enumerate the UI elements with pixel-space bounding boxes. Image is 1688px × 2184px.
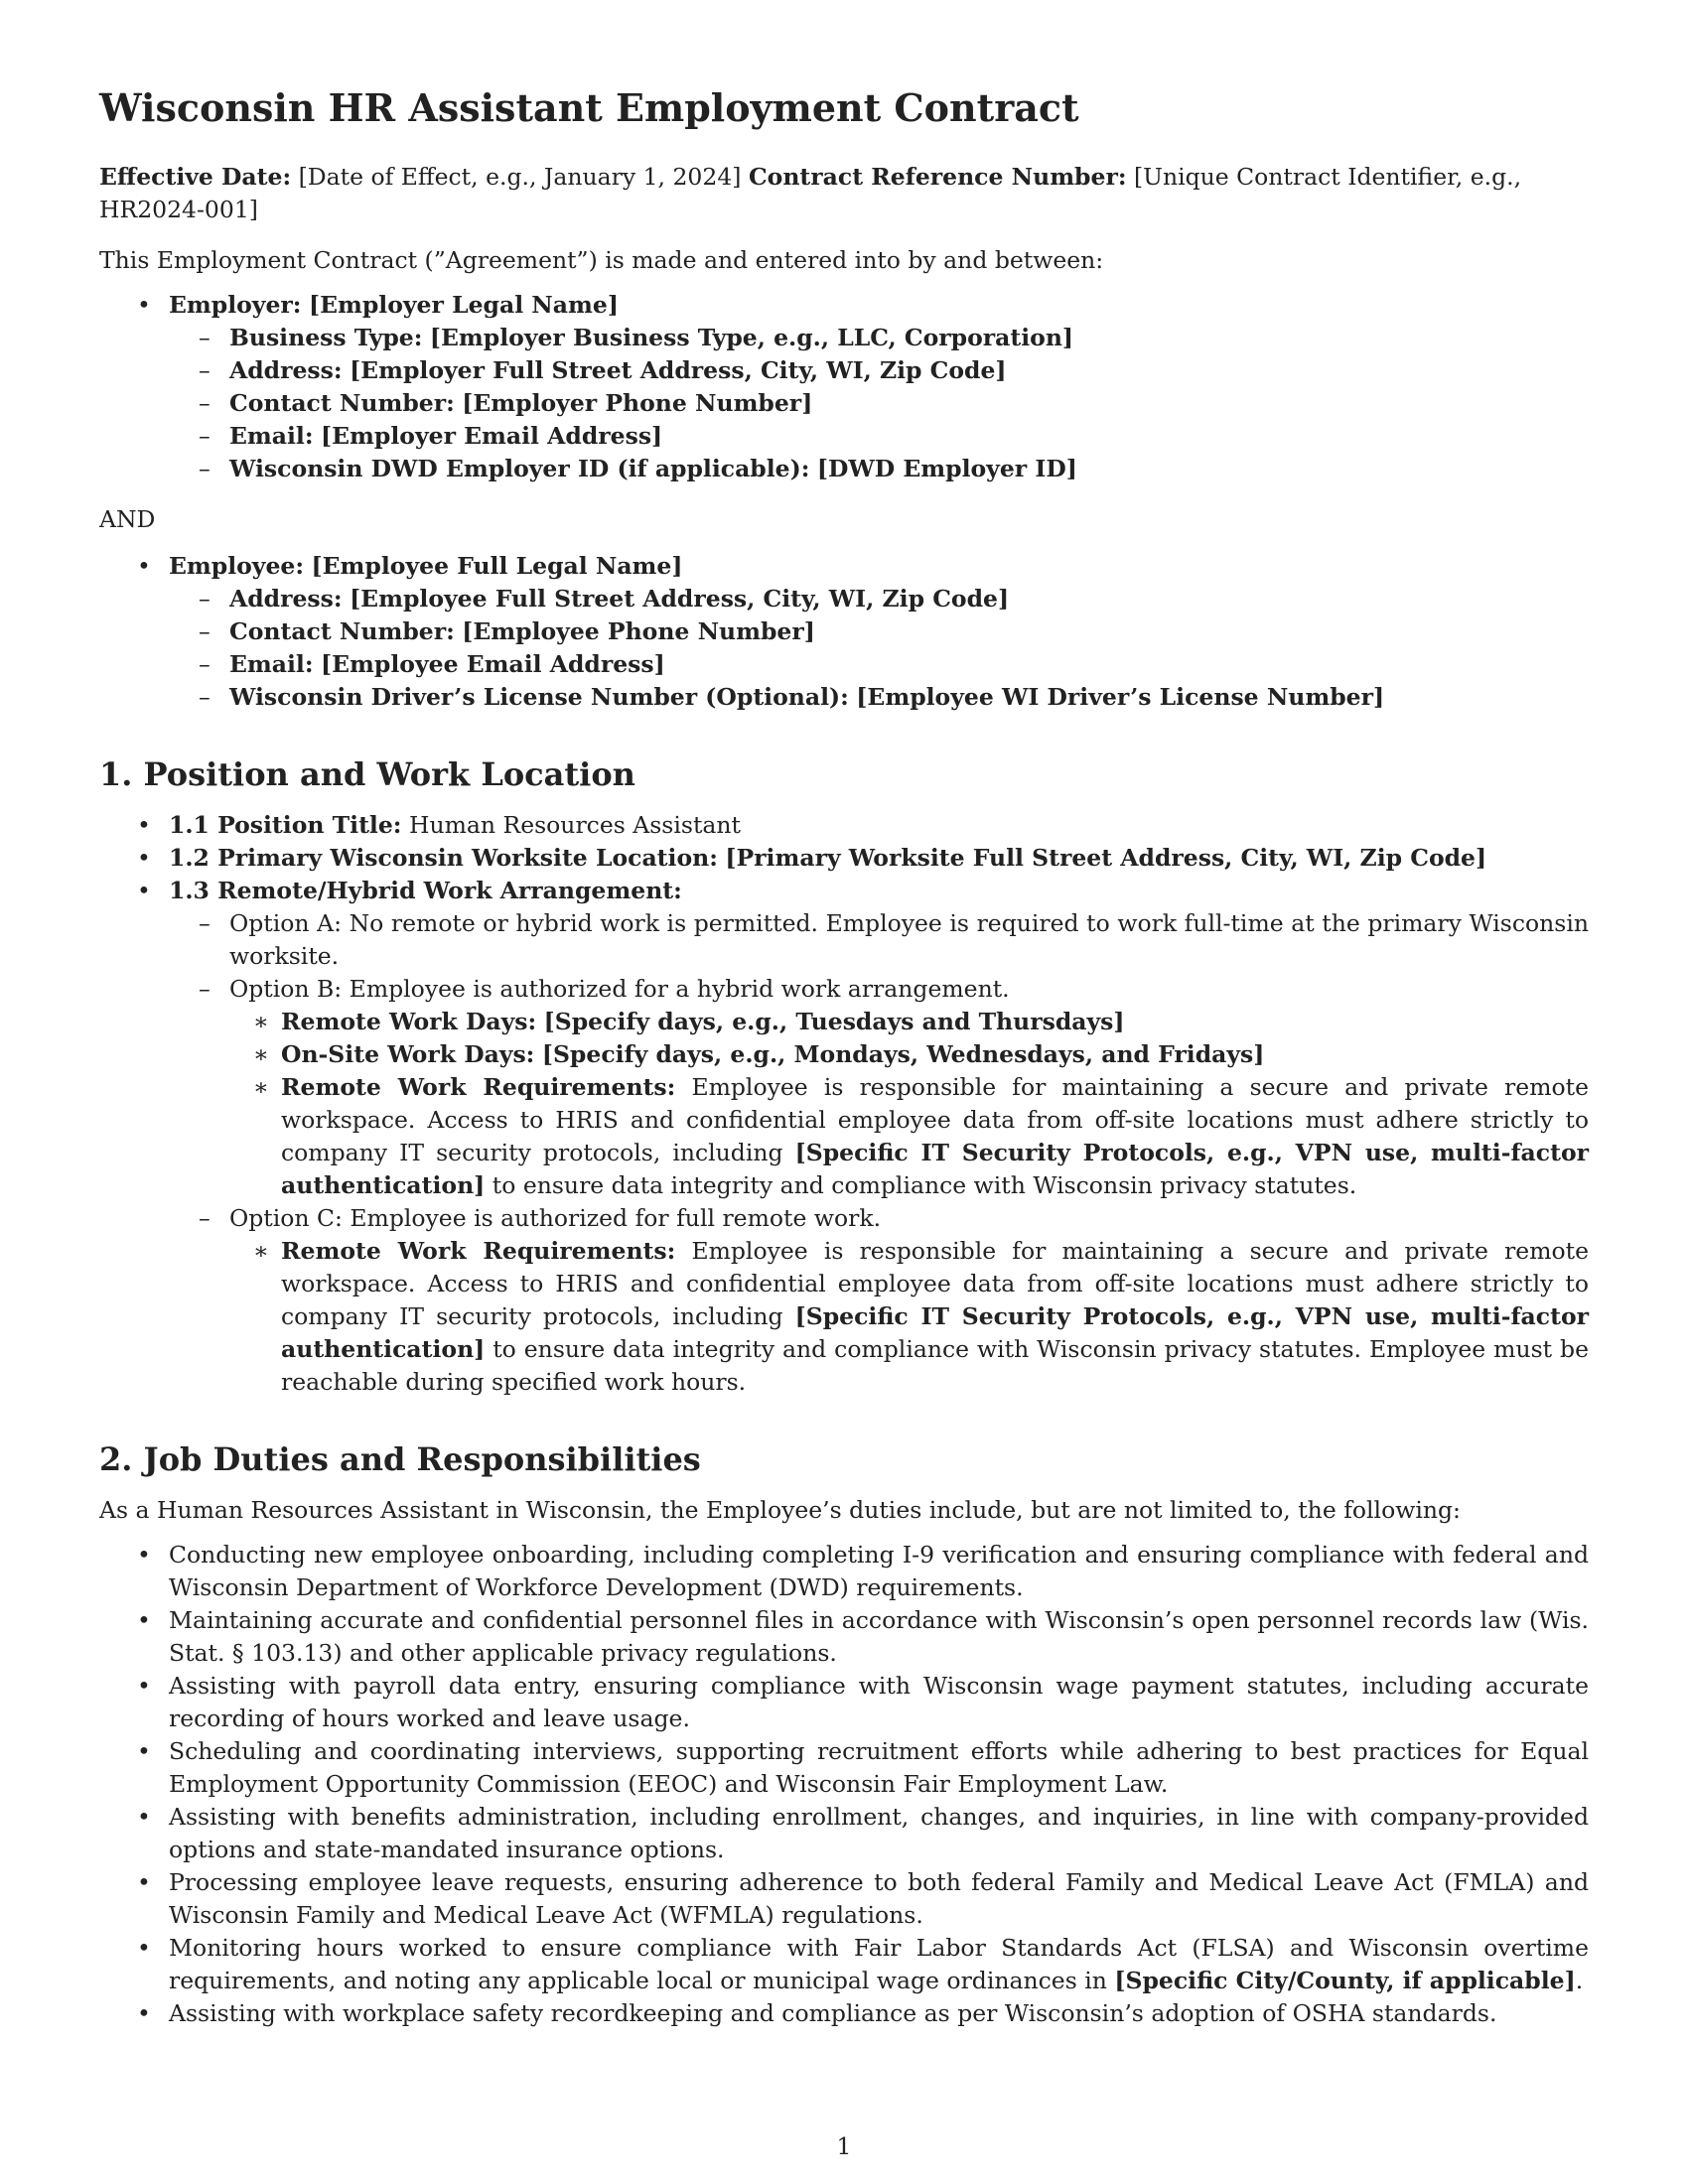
- duty-flsa-text: Monitoring hours worked to ensure compliance with Fair Labor Standards Act (FLSA) and Wisconsin overtime requirements, and noting any applicable local or municipal wage ordinances in: [169, 1934, 1589, 1995]
- duty-flsa-placeholder: [Specific City/County, if applicable]: [1114, 1967, 1576, 1995]
- field-value: [Employee Full Street Address, City, WI, Zip Code]: [350, 584, 1010, 613]
- employee-field: [169, 681, 1589, 714]
- option-c-details: [229, 1235, 1589, 1399]
- field-value: [Employer Phone Number]: [462, 388, 813, 417]
- contract-meta: [99, 161, 1589, 226]
- section-2-heading: 2. Job Duties and Responsibilities: [99, 1439, 701, 1478]
- option-b-details: [229, 1006, 1589, 1202]
- field-value: [DWD Employer ID]: [816, 454, 1077, 482]
- requirements-text: Employee is responsible for maintaining a secure and private remote workspace. Access to HRIS and confidential employee data from off-site locations must adhere strictly to company IT security protocols, including: [281, 1236, 1589, 1330]
- employer-field: [169, 453, 1589, 485]
- worksite-value: [Primary Worksite Full Street Address, City, WI, Zip Code]: [725, 843, 1487, 872]
- document-title: Wisconsin HR Assistant Employment Contract: [99, 85, 1079, 130]
- employer-list: [99, 289, 1589, 485]
- employee-field: [169, 583, 1589, 615]
- field-value: [Employee Phone Number]: [462, 616, 815, 645]
- onsite-days-label: On-Site Work Days:: [281, 1039, 535, 1068]
- requirements-protocol: [Specific IT Security Protocols, e.g., VPN use, multi-factor authentication]: [281, 1138, 1589, 1199]
- remote-options: [169, 907, 1589, 1399]
- requirements-text-end: to ensure data integrity and compliance with Wisconsin privacy statutes. Employee must be reachable during specified work hours.: [281, 1334, 1589, 1396]
- field-value: [Employer Business Type, e.g., LLC, Corporation]: [429, 323, 1074, 351]
- field-label: Wisconsin DWD Employer ID (if applicable):: [229, 454, 810, 482]
- remote-days-label: Remote Work Days:: [281, 1007, 537, 1035]
- option-b-text: Option B: Employee is authorized for a hybrid work arrangement.: [229, 974, 1010, 1003]
- field-label: Wisconsin Driver’s License Number (Optional):: [229, 682, 849, 711]
- option-b: [169, 973, 1589, 1202]
- duty-item: • Scheduling and coordinating interviews, supporting recruitment efforts while adhering to best practices for Equal Employment Opportunity Commission (EEOC) and Wisconsin Fair Employment Law.: [99, 1735, 1589, 1801]
- duty-item: • Assisting with workplace safety recordkeeping and compliance as per Wisconsin’s adoption of OSHA standards.: [99, 1997, 1589, 2030]
- field-label: Address:: [229, 584, 343, 613]
- remote-days-item: [229, 1006, 1589, 1038]
- remote-arrangement-label: 1.3 Remote/Hybrid Work Arrangement:: [169, 876, 682, 904]
- contract-ref-label: Contract Reference Number:: [748, 162, 1127, 191]
- employer-label: Employer:: [169, 290, 302, 319]
- intro-paragraph: This Employment Contract (”Agreement”) is made and entered into by and between:: [99, 245, 1104, 274]
- effective-date-label: Effective Date:: [99, 162, 292, 191]
- option-c: [169, 1202, 1589, 1399]
- effective-date-value: [Date of Effect, e.g., January 1, 2024]: [298, 162, 742, 191]
- employer-field: [169, 354, 1589, 387]
- employer-fields: [169, 322, 1589, 485]
- requirements-protocol: [Specific IT Security Protocols, e.g., VPN use, multi-factor authentication]: [281, 1301, 1589, 1363]
- employer-value: [Employer Legal Name]: [308, 290, 619, 319]
- position-title-label: 1.1 Position Title:: [169, 810, 402, 839]
- position-title-value: Human Resources Assistant: [408, 810, 741, 839]
- section-1-list: [99, 809, 1589, 1399]
- employer-field: [169, 387, 1589, 420]
- remote-requirements-b: [229, 1071, 1589, 1202]
- requirements-text-end: to ensure data integrity and compliance with Wisconsin privacy statutes.: [492, 1170, 1357, 1199]
- option-c-text: Option C: Employee is authorized for full remote work.: [229, 1203, 882, 1232]
- field-value: [Employer Email Address]: [321, 421, 663, 450]
- section-1-heading: 1. Position and Work Location: [99, 754, 635, 793]
- employee-label: Employee:: [169, 551, 305, 580]
- onsite-days-value: [Specify days, e.g., Mondays, Wednesdays, and Fridays]: [541, 1039, 1265, 1068]
- contract-ref-value: [Unique Contract Identifier, e.g., HR2024-001]: [99, 162, 1522, 223]
- position-title-item: [99, 809, 1589, 842]
- remote-days-value: [Specify days, e.g., Tuesdays and Thursdays]: [543, 1007, 1125, 1035]
- worksite-item: [99, 842, 1589, 875]
- employee-fields: [169, 583, 1589, 714]
- duty-item: • Assisting with payroll data entry, ensuring compliance with Wisconsin wage payment statutes, including accurate recording of hours worked and leave usage.: [99, 1670, 1589, 1735]
- requirements-label: Remote Work Requirements:: [281, 1072, 676, 1101]
- remote-requirements-c: [229, 1235, 1589, 1399]
- and-separator: AND: [99, 504, 156, 533]
- employee-list: [99, 550, 1589, 714]
- employee-item: [99, 550, 1589, 714]
- field-label: Address:: [229, 355, 343, 384]
- employer-field: [169, 420, 1589, 453]
- duty-item: • Monitoring hours worked to ensure compliance with Fair Labor Standards Act (FLSA) and Wisconsin overtime requirements, and noting any applicable local or municipal wage ordinances in [Specific City/County, if applicable].: [99, 1932, 1589, 1997]
- duty-item: • Assisting with benefits administration, including enrollment, changes, and inquiries, in line with company-provided options and state-mandated insurance options.: [99, 1801, 1589, 1866]
- employer-item: [99, 289, 1589, 485]
- duty-item: • Conducting new employee onboarding, including completing I-9 verification and ensuring compliance with federal and Wisconsin Department of Workforce Development (DWD) requirements.: [99, 1539, 1589, 1604]
- field-label: Email:: [229, 649, 314, 678]
- document-page: [99, 85, 1589, 2048]
- field-label: Email:: [229, 421, 314, 450]
- field-value: [Employee Email Address]: [321, 649, 665, 678]
- requirements-label: Remote Work Requirements:: [281, 1236, 676, 1265]
- field-label: Business Type:: [229, 323, 423, 351]
- duties-list: [99, 1539, 1589, 2030]
- field-value: [Employee WI Driver’s License Number]: [856, 682, 1385, 711]
- employee-field: [169, 615, 1589, 648]
- field-label: Contact Number:: [229, 388, 455, 417]
- employer-field: [169, 322, 1589, 354]
- worksite-label: 1.2 Primary Wisconsin Worksite Location:: [169, 843, 718, 872]
- page-number: 1: [836, 2132, 852, 2160]
- onsite-days-item: [229, 1038, 1589, 1071]
- option-a: – Option A: No remote or hybrid work is permitted. Employee is required to work full-time at the primary Wisconsin worksite.: [169, 907, 1589, 973]
- employee-field: [169, 648, 1589, 681]
- employee-value: [Employee Full Legal Name]: [311, 551, 683, 580]
- field-label: Contact Number:: [229, 616, 455, 645]
- duty-item: • Maintaining accurate and confidential personnel files in accordance with Wisconsin’s open personnel records law (Wis. Stat. § 103.13) and other applicable privacy regulations.: [99, 1604, 1589, 1670]
- field-value: [Employer Full Street Address, City, WI, Zip Code]: [350, 355, 1007, 384]
- requirements-text: Employee is responsible for maintaining a secure and private remote workspace. Access to HRIS and confidential employee data from off-site locations must adhere strictly to company IT security protocols, including: [281, 1072, 1589, 1166]
- remote-arrangement-item: [99, 875, 1589, 1399]
- duty-item: • Processing employee leave requests, ensuring adherence to both federal Family and Medical Leave Act (FMLA) and Wisconsin Family and Medical Leave Act (WFMLA) regulations.: [99, 1866, 1589, 1932]
- section-2-intro: As a Human Resources Assistant in Wisconsin, the Employee’s duties include, but are not limited to, the following:: [99, 1496, 1461, 1525]
